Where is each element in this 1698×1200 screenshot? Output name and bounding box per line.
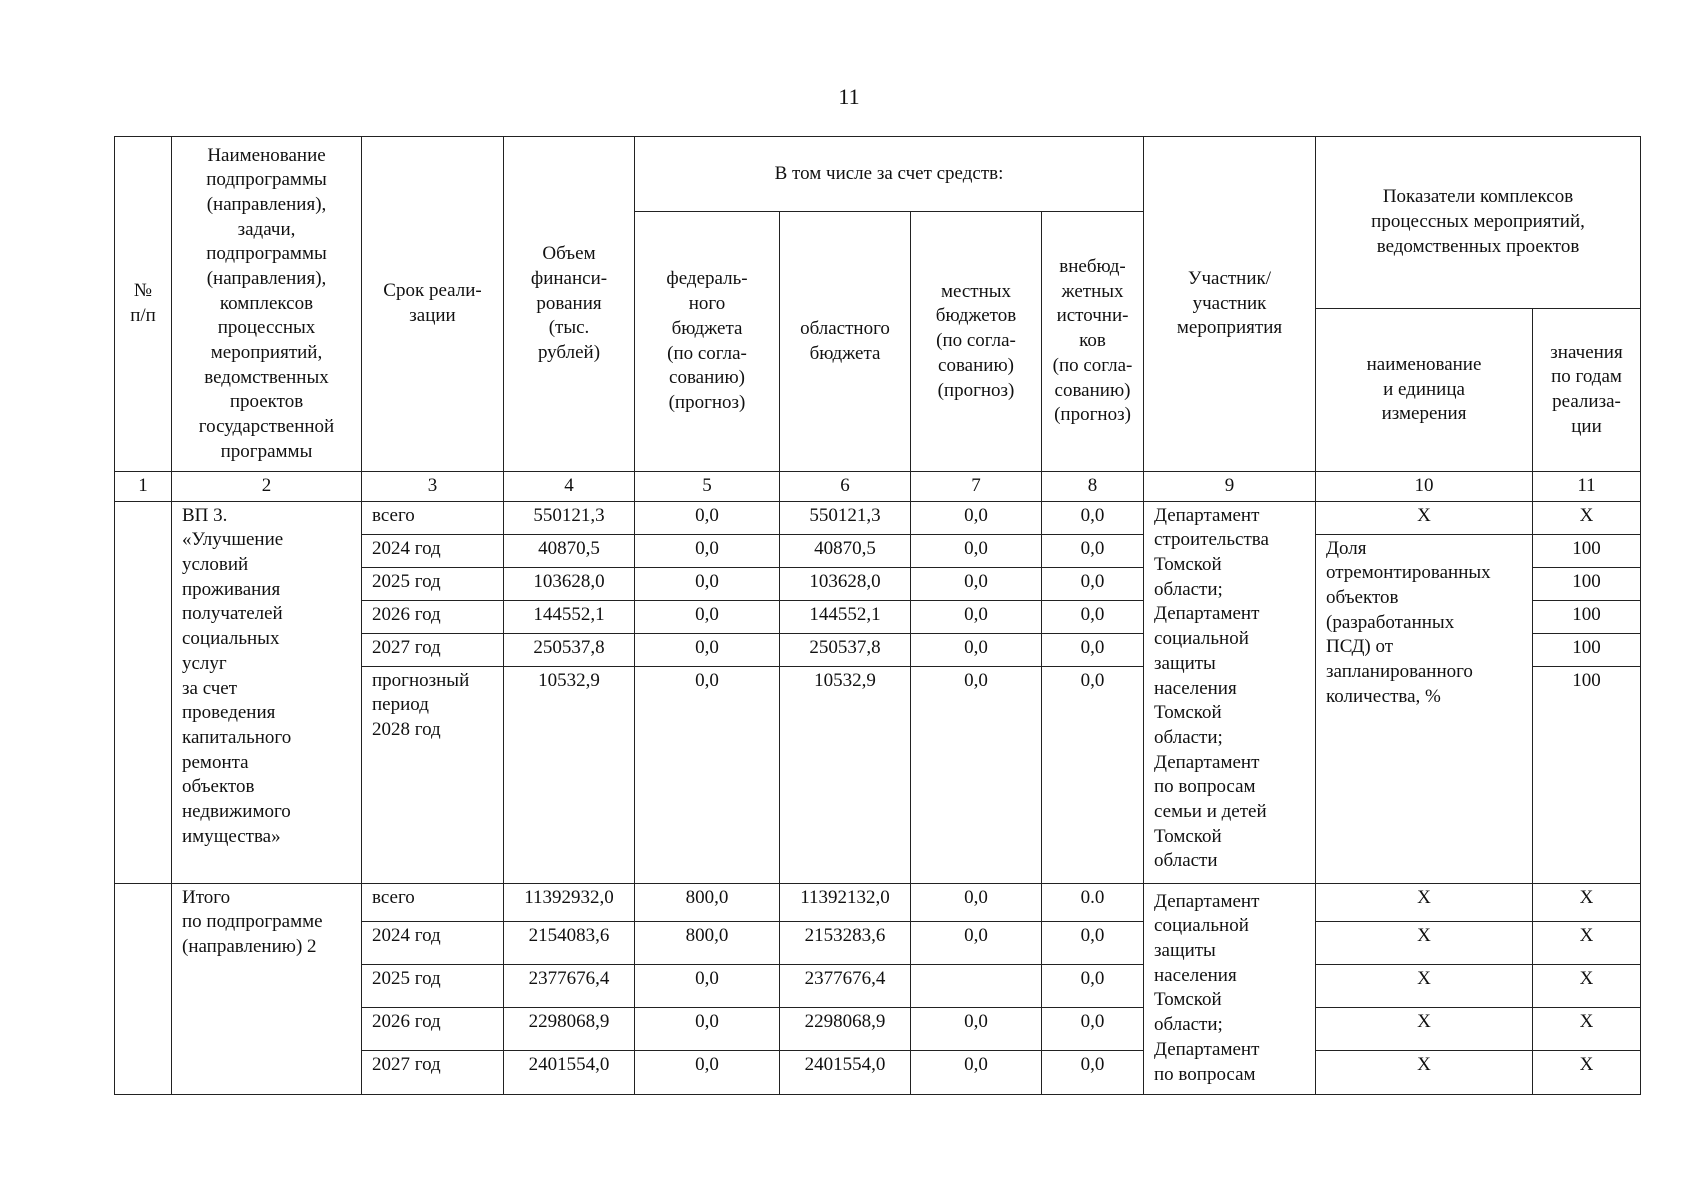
table-row xyxy=(115,883,1641,921)
period-cell: 2024 год xyxy=(362,921,504,964)
header-local: местных бюджетов (по согла- сованию) (прогноз) xyxy=(911,212,1042,472)
period-cell: всего xyxy=(362,883,504,921)
federal-cell: 0,0 xyxy=(635,501,780,534)
column-number: 5 xyxy=(635,472,780,502)
regional-cell: 103628,0 xyxy=(780,567,911,600)
federal-cell: 0,0 xyxy=(635,1007,780,1050)
value-cell: 100 xyxy=(1533,534,1641,567)
section-name: Итого по подпрограмме (направлению) 2 xyxy=(172,883,362,1094)
period-cell: всего xyxy=(362,501,504,534)
value-cell: 100 xyxy=(1533,600,1641,633)
participant-cell: Департамент социальной защиты населения Томской области; Департамент по вопросам xyxy=(1144,883,1316,1094)
period-cell: 2026 год xyxy=(362,600,504,633)
value-cell: X xyxy=(1533,964,1641,1007)
extra-cell: 0,0 xyxy=(1042,666,1144,883)
extra-cell: 0,0 xyxy=(1042,1050,1144,1094)
section-name: ВП 3. «Улучшение условий проживания получателей социальных услуг за счет проведения капитального ремонта объектов недвижимого имущества» xyxy=(172,501,362,883)
column-number: 4 xyxy=(504,472,635,502)
regional-cell: 40870,5 xyxy=(780,534,911,567)
federal-cell: 800,0 xyxy=(635,883,780,921)
total-cell: 250537,8 xyxy=(504,633,635,666)
period-cell: 2027 год xyxy=(362,1050,504,1094)
column-number: 8 xyxy=(1042,472,1144,502)
column-number: 3 xyxy=(362,472,504,502)
total-cell: 2298068,9 xyxy=(504,1007,635,1050)
regional-cell: 2153283,6 xyxy=(780,921,911,964)
indicator-cell: X xyxy=(1316,883,1533,921)
extra-cell: 0,0 xyxy=(1042,633,1144,666)
local-cell: 0,0 xyxy=(911,666,1042,883)
value-cell: X xyxy=(1533,1050,1641,1094)
regional-cell: 2298068,9 xyxy=(780,1007,911,1050)
indicator-cell: X xyxy=(1316,1050,1533,1094)
header-number: № п/п xyxy=(115,137,172,472)
local-cell xyxy=(911,964,1042,1007)
column-number: 10 xyxy=(1316,472,1533,502)
value-cell: X xyxy=(1533,1007,1641,1050)
regional-cell: 144552,1 xyxy=(780,600,911,633)
total-cell: 2377676,4 xyxy=(504,964,635,1007)
total-cell: 550121,3 xyxy=(504,501,635,534)
federal-cell: 0,0 xyxy=(635,633,780,666)
header-regional: областного бюджета xyxy=(780,212,911,472)
total-cell: 2154083,6 xyxy=(504,921,635,964)
indicator-cell: X xyxy=(1316,1007,1533,1050)
header-volume: Объем финанси- рования (тыс. рублей) xyxy=(504,137,635,472)
federal-cell: 0,0 xyxy=(635,666,780,883)
page-number: 11 xyxy=(838,84,860,109)
indicator-cell: X xyxy=(1316,921,1533,964)
period-cell: 2025 год xyxy=(362,964,504,1007)
header-participant: Участник/ участник мероприятия xyxy=(1144,137,1316,472)
local-cell: 0,0 xyxy=(911,1007,1042,1050)
period-cell: 2024 год xyxy=(362,534,504,567)
extra-cell: 0,0 xyxy=(1042,964,1144,1007)
regional-cell: 250537,8 xyxy=(780,633,911,666)
column-number: 9 xyxy=(1144,472,1316,502)
regional-cell: 550121,3 xyxy=(780,501,911,534)
regional-cell: 2401554,0 xyxy=(780,1050,911,1094)
federal-cell: 0,0 xyxy=(635,567,780,600)
column-number: 11 xyxy=(1533,472,1641,502)
local-cell: 0,0 xyxy=(911,534,1042,567)
total-cell: 11392932,0 xyxy=(504,883,635,921)
column-number: 1 xyxy=(115,472,172,502)
local-cell: 0,0 xyxy=(911,883,1042,921)
extra-cell: 0,0 xyxy=(1042,534,1144,567)
regional-cell: 2377676,4 xyxy=(780,964,911,1007)
header-indicator-name: наименование и единица измерения xyxy=(1316,309,1533,472)
federal-cell: 0,0 xyxy=(635,1050,780,1094)
header-federal: федераль- ного бюджета (по согла- сованию) (прогноз) xyxy=(635,212,780,472)
extra-cell: 0,0 xyxy=(1042,1007,1144,1050)
total-cell: 2401554,0 xyxy=(504,1050,635,1094)
regional-cell: 11392132,0 xyxy=(780,883,911,921)
value-cell: 100 xyxy=(1533,567,1641,600)
extra-cell: 0.0 xyxy=(1042,883,1144,921)
local-cell: 0,0 xyxy=(911,921,1042,964)
program-table xyxy=(114,136,1641,1095)
period-cell: 2026 год xyxy=(362,1007,504,1050)
period-cell: 2027 год xyxy=(362,633,504,666)
extra-cell: 0,0 xyxy=(1042,501,1144,534)
indicator-name-cell: Доля отремонтированных объектов (разработанных ПСД) от запланированного количества, % xyxy=(1316,534,1533,883)
federal-cell: 0,0 xyxy=(635,964,780,1007)
value-cell: 100 xyxy=(1533,633,1641,666)
local-cell: 0,0 xyxy=(911,633,1042,666)
indicator-cell: X xyxy=(1316,501,1533,534)
table-row xyxy=(115,501,1641,534)
federal-cell: 0,0 xyxy=(635,600,780,633)
period-cell: 2025 год xyxy=(362,567,504,600)
header-term: Срок реали- зации xyxy=(362,137,504,472)
row-number-cell xyxy=(115,883,172,1094)
total-cell: 10532,9 xyxy=(504,666,635,883)
local-cell: 0,0 xyxy=(911,501,1042,534)
local-cell: 0,0 xyxy=(911,1050,1042,1094)
value-cell: X xyxy=(1533,921,1641,964)
local-cell: 0,0 xyxy=(911,600,1042,633)
extra-cell: 0,0 xyxy=(1042,921,1144,964)
header-row xyxy=(115,137,1641,212)
regional-cell: 10532,9 xyxy=(780,666,911,883)
header-name: Наименование подпрограммы (направления), задачи, подпрограммы (направления), комплексов процессных мероприятий, ведомственных проектов государственной программы xyxy=(172,137,362,472)
header-indicators-group: Показатели комплексов процессных мероприятий, ведомственных проектов xyxy=(1316,137,1641,309)
column-number: 2 xyxy=(172,472,362,502)
column-number: 6 xyxy=(780,472,911,502)
row-number-cell xyxy=(115,501,172,883)
period-cell: прогнозный период 2028 год xyxy=(362,666,504,883)
extra-cell: 0,0 xyxy=(1042,600,1144,633)
federal-cell: 800,0 xyxy=(635,921,780,964)
column-numbers-row xyxy=(115,472,1641,502)
extra-cell: 0,0 xyxy=(1042,567,1144,600)
column-number: 7 xyxy=(911,472,1042,502)
header-funds-group: В том числе за счет средств: xyxy=(635,137,1144,212)
total-cell: 40870,5 xyxy=(504,534,635,567)
header-indicator-values: значения по годам реализа- ции xyxy=(1533,309,1641,472)
total-cell: 144552,1 xyxy=(504,600,635,633)
header-extra: внебюд- жетных источни- ков (по согла- сованию) (прогноз) xyxy=(1042,212,1144,472)
federal-cell: 0,0 xyxy=(635,534,780,567)
value-cell: X xyxy=(1533,501,1641,534)
value-cell: X xyxy=(1533,883,1641,921)
total-cell: 103628,0 xyxy=(504,567,635,600)
participant-cell: Департамент строительства Томской области; Департамент социальной защиты населения Томской области; Департамент по вопросам семьи и детей Томской области xyxy=(1144,501,1316,883)
value-cell: 100 xyxy=(1533,666,1641,883)
indicator-cell: X xyxy=(1316,964,1533,1007)
local-cell: 0,0 xyxy=(911,567,1042,600)
